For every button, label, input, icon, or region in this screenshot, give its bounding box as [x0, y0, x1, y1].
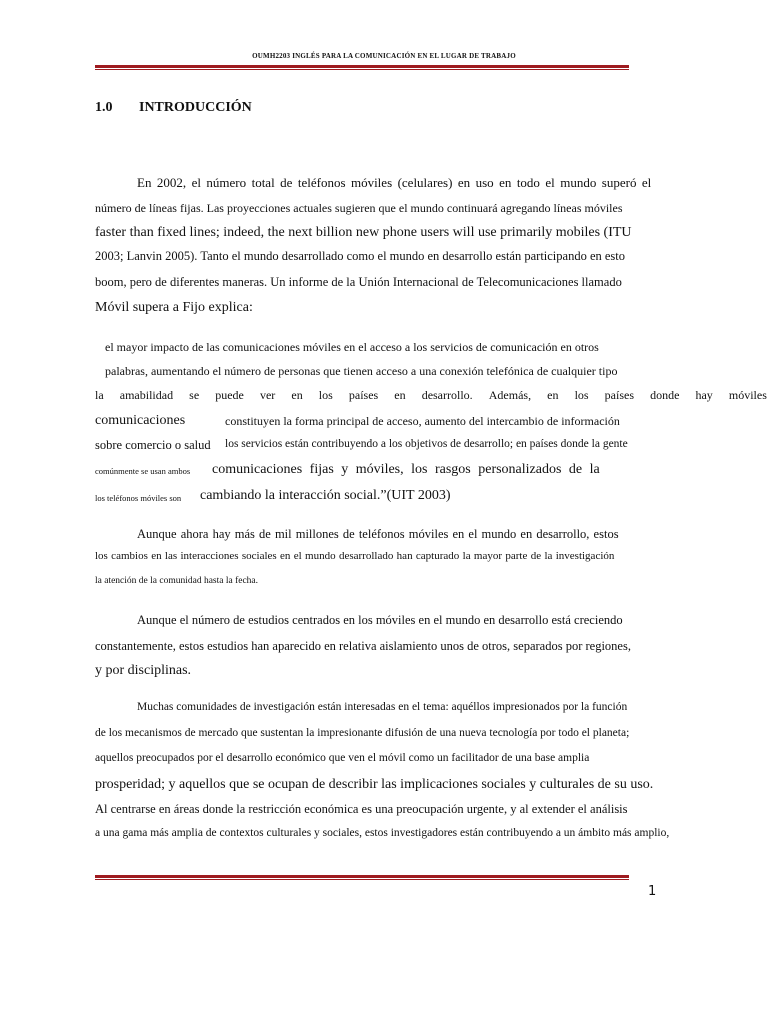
word: hay [695, 388, 713, 402]
quote-line-part: comunicaciones fijas y móviles, los rasgos personalizados de la [212, 462, 600, 477]
text-line: aquellos preocupados por el desarrollo económico que ven el móvil como un facilitador de una base amplia [95, 752, 590, 764]
running-header: OUMH2203 INGLÉS PARA LA COMUNICACIÓN EN EL LUGAR DE TRABAJO [252, 52, 516, 60]
word: Además, [488, 388, 532, 402]
quote-line-part: constituyen la forma principal de acceso, aumento del intercambio de información [225, 414, 620, 428]
text-line: Al centrarse en áreas donde la restricción económica es una preocupación urgente, y al extender el análisis [95, 802, 628, 816]
word: en [291, 388, 303, 402]
word: donde [650, 388, 680, 402]
section-title: INTRODUCCIÓN [139, 100, 252, 115]
section-number: 1.0 [95, 100, 113, 115]
text-line: En 2002, el número total de teléfonos móviles (celulares) en uso en todo el mundo superó el [137, 175, 652, 190]
word: se [189, 388, 200, 402]
word: ver [259, 388, 276, 402]
word: los [574, 388, 589, 402]
word: la [95, 388, 104, 402]
word: desarrollo. [421, 388, 473, 402]
quote-line-part: cambiando la interacción social.”(UIT 2003) [200, 488, 451, 503]
text-line: boom, pero de diferentes maneras. Un informe de la Unión Internacional de Telecomunicaciones llamado [95, 275, 622, 289]
text-line: Aunque el número de estudios centrados en los móviles en el mundo en desarrollo está creciendo [137, 613, 623, 627]
text-line: faster than fixed lines; indeed, the next billion new phone users will use primarily mobiles (ITU [95, 225, 632, 240]
word: países [348, 388, 379, 402]
text-line: de los mecanismos de mercado que sustentan la impresionante difusión de una nueva tecnología por todo el planeta; [95, 727, 630, 739]
section-heading [95, 100, 252, 116]
text-line: prosperidad; y aquellos que se ocupan de describir las implicaciones sociales y culturales de su uso. [95, 777, 654, 792]
word: móviles [728, 388, 767, 402]
quote-line-part: comúnmente se usan ambos [95, 466, 191, 476]
quote-line-part: comunicaciones [95, 413, 186, 428]
quote-line-part: sobre comercio o salud [95, 438, 211, 452]
text-line: y por disciplinas. [95, 663, 192, 678]
quote-line-part: los servicios están contribuyendo a los objetivos de desarrollo; en países donde la gente [225, 438, 628, 450]
footer-rule [95, 875, 629, 880]
header-rule [95, 65, 629, 70]
text-line: a una gama más amplia de contextos culturales y sociales, estos investigadores están contribuyendo a un ámbito más amplio, [95, 827, 670, 839]
quote-line: palabras, aumentando el número de personas que tienen acceso a una conexión telefónica de cualquier tipo [105, 364, 618, 378]
text-line: la atención de la comunidad hasta la fecha. [95, 576, 259, 586]
quote-line: el mayor impacto de las comunicaciones móviles en el acceso a los servicios de comunicación en otros [105, 340, 599, 354]
text-line: Aunque ahora hay más de mil millones de teléfonos móviles en el mundo en desarrollo, estos [137, 527, 619, 541]
quote-line-justified [95, 389, 767, 401]
word: puede [215, 388, 244, 402]
word: los [318, 388, 333, 402]
text-line: Móvil supera a Fijo explica: [95, 300, 253, 315]
text-line: número de líneas fijas. Las proyecciones actuales sugieren que el mundo continuará agregando líneas móviles [95, 201, 623, 215]
word: amabilidad [119, 388, 174, 402]
text-line: 2003; Lanvin 2005). Tanto el mundo desarrollado como el mundo en desarrollo están participando en esto [95, 249, 626, 263]
page-number: 1 [648, 884, 657, 899]
text-line: constantemente, estos estudios han aparecido en relativa aislamiento unos de otros, separados por regiones, [95, 639, 631, 653]
text-line: Muchas comunidades de investigación están interesadas en el tema: aquéllos impresionados por la función [137, 701, 628, 713]
word: en [394, 388, 406, 402]
word: en [547, 388, 559, 402]
quote-line-part: los teléfonos móviles son [95, 493, 182, 503]
text-line: los cambios en las interacciones sociales en el mundo desarrollado han capturado la mayor parte de la investigación [95, 550, 615, 562]
word: países [604, 388, 634, 402]
